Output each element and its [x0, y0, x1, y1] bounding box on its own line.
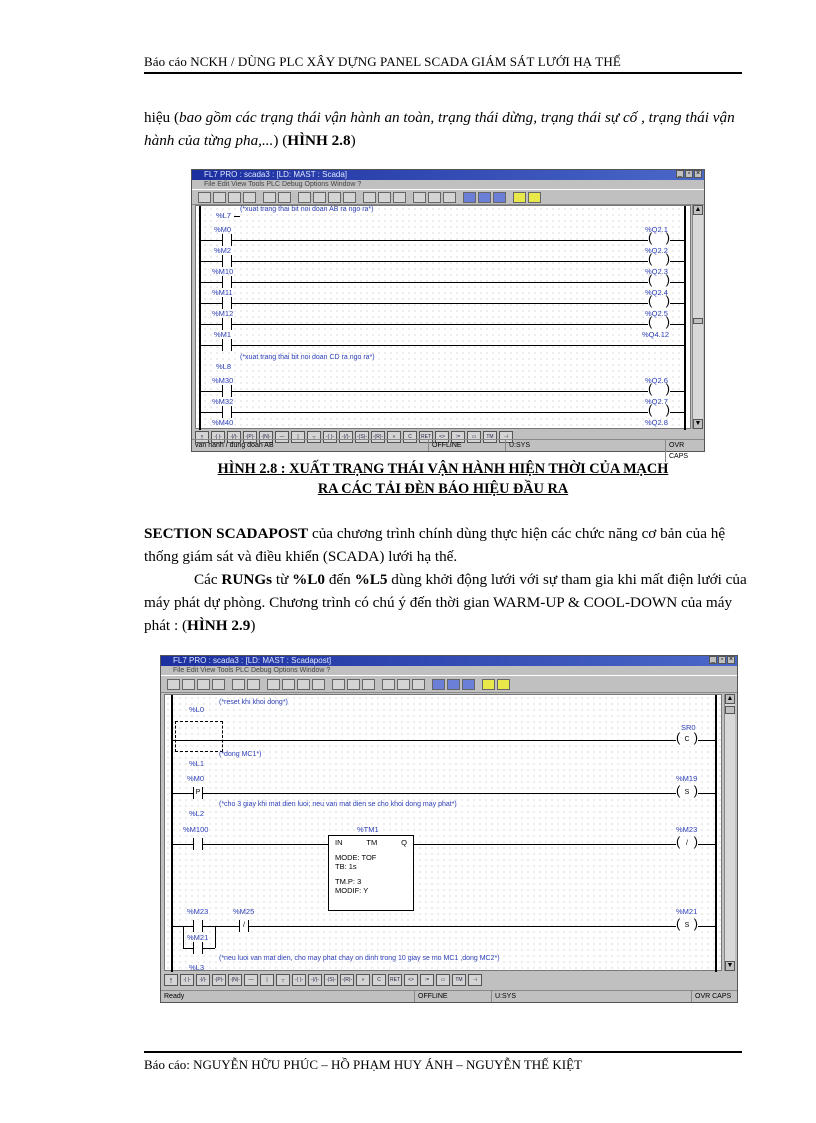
- fig1-label-m0: %M0: [214, 225, 232, 234]
- fig1-label-l7: %L7: [216, 211, 232, 220]
- undo-icon[interactable]: [232, 679, 245, 690]
- fig2-label-m0: %M0: [187, 774, 205, 783]
- fig1-contact-m12[interactable]: [222, 318, 232, 330]
- para1-italic: bao gồm các trạng thái vận hành an toàn, trạng thái dừng, trạng thái sự cố , trạng thái vận hành của từng pha,...: [144, 109, 735, 149]
- fig1-ladder-canvas[interactable]: [195, 205, 691, 429]
- palette-coil-neg-icon[interactable]: -(/)-: [308, 974, 322, 986]
- context-help-icon[interactable]: [497, 679, 510, 690]
- fb-tmp: TM.P: 3: [335, 877, 362, 886]
- palette-operate-icon[interactable]: :=: [420, 974, 434, 986]
- maximize-icon[interactable]: ▫: [685, 170, 693, 178]
- fig2-rung-sr0-wire: [171, 740, 715, 741]
- save-icon[interactable]: [197, 679, 210, 690]
- binoculars-icon[interactable]: [297, 679, 310, 690]
- para3-t5: ): [250, 617, 256, 634]
- para3-t1: Các: [194, 571, 222, 588]
- fig1-label-m30: %M30: [212, 376, 234, 385]
- palette-contact-n-icon[interactable]: -|N|-: [228, 974, 242, 986]
- new-file-icon[interactable]: [167, 679, 180, 690]
- scroll-up-icon[interactable]: ▲: [694, 206, 702, 213]
- fig2-label-m100: %M100: [183, 825, 209, 834]
- fig2-label-l2: %L2: [189, 809, 205, 818]
- fig2-label-m23b: %M23: [187, 907, 209, 916]
- fb-in: IN: [335, 838, 343, 847]
- replace-icon[interactable]: [312, 679, 325, 690]
- help-icon[interactable]: [513, 192, 526, 203]
- fig1-label-m40: %M40: [212, 418, 234, 427]
- select-arrow-icon[interactable]: ↑: [164, 974, 178, 986]
- para3-b2: %L0: [292, 571, 326, 588]
- palette-contact-nc-icon[interactable]: -|/|-: [227, 431, 241, 443]
- palette-operate-icon[interactable]: :=: [451, 431, 465, 443]
- fig2-branch-left: [183, 926, 184, 948]
- paragraph-intro: [144, 106, 750, 152]
- scroll-up-icon[interactable]: ▲: [726, 695, 734, 702]
- fig1-rung-4-wire: [199, 303, 684, 304]
- undo-icon[interactable]: [263, 192, 276, 203]
- palette-branch-icon[interactable]: ┬: [307, 431, 321, 443]
- palette-contact-nc-icon[interactable]: -|/|-: [196, 974, 210, 986]
- minimize-icon[interactable]: _: [676, 170, 684, 178]
- palette-end-icon[interactable]: ⊣: [499, 431, 513, 443]
- palette-wire-v-icon[interactable]: |: [260, 974, 274, 986]
- fig2-label-l0: %L0: [189, 705, 205, 714]
- fig1-toolbar: [192, 189, 704, 205]
- fig2-toolbar: [161, 675, 737, 693]
- scroll-down-icon[interactable]: ▼: [726, 962, 734, 969]
- zoom-out-icon[interactable]: [397, 679, 410, 690]
- fig2-status-sys: U:SYS: [491, 991, 516, 1002]
- fig1-contact-m30[interactable]: [222, 385, 232, 397]
- fig2-rung-m19-wire: [171, 793, 715, 794]
- fig2-ladder-canvas[interactable]: [164, 694, 722, 971]
- palette-coil-set-icon[interactable]: -(S)-: [324, 974, 338, 986]
- figure1-caption-line1: HÌNH 2.8 : XUẤT TRẠNG THÁI VẬN HÀNH HIỆN THỜI CỦA MẠCH: [217, 461, 669, 477]
- fig1-coil-q1[interactable]: [648, 234, 670, 246]
- fig1-label-q9: %Q2.8: [645, 418, 668, 427]
- paragraph-scadapost: [144, 522, 750, 568]
- fig1-menubar: [192, 180, 704, 189]
- fig1-label-q1: %Q2.1: [645, 225, 668, 234]
- fb-modif: MODIF: Y: [335, 886, 369, 895]
- fig2-coil-s1[interactable]: ( S ): [676, 787, 698, 799]
- context-help-icon[interactable]: [528, 192, 541, 203]
- fig1-contact-m0[interactable]: [222, 234, 232, 246]
- close-icon[interactable]: ×: [695, 170, 701, 177]
- print-icon[interactable]: [212, 679, 225, 690]
- palette-coil-neg-icon[interactable]: -(/)-: [339, 431, 353, 443]
- para3-b1: RUNGs: [221, 571, 273, 588]
- header-rule: [144, 72, 742, 74]
- fig1-label-m10: %M10: [212, 267, 234, 276]
- para1-tail: ): [350, 132, 356, 149]
- fig2-label-m25: %M25: [233, 907, 255, 916]
- fig2-rung-m23-wire: [171, 844, 715, 845]
- select-arrow-icon[interactable]: ↑: [195, 431, 209, 443]
- fig1-coil-q2[interactable]: [648, 255, 670, 267]
- open-file-icon[interactable]: [182, 679, 195, 690]
- find-icon[interactable]: [282, 679, 295, 690]
- fig2-element-palette: [164, 974, 482, 986]
- scroll-thumb[interactable]: [725, 706, 735, 714]
- fig2-coil-c[interactable]: ( C ): [676, 734, 698, 746]
- zoom-out-icon[interactable]: [428, 192, 441, 203]
- minimize-icon[interactable]: _: [709, 656, 717, 664]
- fig1-label-m11: %M11: [212, 288, 233, 297]
- fig1-label-q2: %Q2.2: [645, 246, 668, 255]
- fb-q: Q: [401, 838, 407, 847]
- fig2-title: FL7 PRO : scada3 : [LD: MAST : Scadapost]: [173, 656, 332, 665]
- maximize-icon[interactable]: ▫: [718, 656, 726, 664]
- fig1-label-q5: %Q2.5: [645, 309, 668, 318]
- fig1-coil-q3[interactable]: [648, 276, 670, 288]
- fig1-status-keys: OVR CAPS: [665, 440, 704, 462]
- fig2-status-keys: OVR CAPS: [691, 991, 731, 1002]
- fig1-rung-8-wire: [199, 412, 684, 413]
- fig1-contact-m1[interactable]: [222, 339, 232, 351]
- palette-block-icon[interactable]: ▭: [436, 974, 450, 986]
- palette-jump-icon[interactable]: »: [356, 974, 370, 986]
- fig1-status-sys: U:SYS: [505, 440, 530, 451]
- window-icon[interactable]: [393, 192, 406, 203]
- fig1-comment-2: (*xuat trang thai bit noi doan CD ra ngo ra*): [240, 354, 375, 361]
- fig1-contact-m11[interactable]: [222, 297, 232, 309]
- fig2-label-l3: %L3: [189, 963, 205, 972]
- palette-coil-reset-icon[interactable]: -(R)-: [371, 431, 385, 443]
- open-file-icon[interactable]: [213, 192, 226, 203]
- fig2-timer-block[interactable]: [328, 835, 414, 911]
- fb-tb: TB: 1s: [335, 862, 357, 871]
- fig2-contact-m25-nc[interactable]: /: [239, 920, 249, 932]
- fig1-coil-q8[interactable]: [648, 406, 670, 418]
- fig1-comment-lead: [234, 216, 240, 217]
- palette-return-icon[interactable]: RET: [388, 974, 402, 986]
- fig2-left-power-rail: [171, 695, 173, 972]
- fig1-menu[interactable]: File Edit View Tools PLC Debug Options Window ?: [204, 181, 362, 188]
- fig2-label-m19: %M19: [676, 774, 698, 783]
- fig1-rung-2-wire: [199, 261, 684, 262]
- fig2-menubar: [161, 666, 737, 675]
- palette-end-icon[interactable]: ⊣: [468, 974, 482, 986]
- palette-contact-p-icon[interactable]: -|P|-: [243, 431, 257, 443]
- para3-t2: từ: [272, 571, 293, 588]
- zoom-fit-icon[interactable]: [443, 192, 456, 203]
- print-icon[interactable]: [243, 192, 256, 203]
- zoom-icon[interactable]: [413, 192, 426, 203]
- view-icon[interactable]: [347, 679, 360, 690]
- fig1-status-text: van hanh / dung doan AB: [195, 442, 274, 449]
- zoom-fit-icon[interactable]: [412, 679, 425, 690]
- fig2-selection-box[interactable]: [175, 721, 223, 752]
- fig1-label-q4: %Q2.4: [645, 288, 668, 297]
- replace-icon[interactable]: [343, 192, 356, 203]
- fig2-comment-3: (*cho 3 giay khi mat dien luoi; neu van mat dien se cho khoi dong may phat*): [219, 801, 457, 808]
- paragraph-rungs: [144, 568, 750, 637]
- fig1-contact-m10[interactable]: [222, 276, 232, 288]
- fig2-right-power-rail: [715, 695, 717, 972]
- cut-icon[interactable]: [267, 679, 280, 690]
- para1-ref: HÌNH 2.8: [287, 132, 351, 149]
- figure1-caption-line2: RA CÁC TẢI ĐÈN BÁO HIỆU ĐẦU RA: [317, 481, 569, 497]
- figure2-software-window: [160, 655, 738, 1003]
- fig2-label-sr0: SR0: [681, 723, 696, 732]
- palette-return-icon[interactable]: RET: [419, 431, 433, 443]
- page-footer: Báo cáo: NGUYỄN HỮU PHÚC – HỒ PHẠM HUY ÁNH – NGUYỄN THẾ KIỆT: [144, 1057, 582, 1072]
- fig1-coil-q7[interactable]: [648, 385, 670, 397]
- window-icon[interactable]: [362, 679, 375, 690]
- fig1-label-q6: %Q4.12: [642, 330, 670, 339]
- check-icon[interactable]: [278, 192, 291, 203]
- fig2-rung-m21-wire: [171, 926, 715, 927]
- fig2-label-m21: %M21: [676, 907, 698, 916]
- para3-b4: HÌNH 2.9: [187, 617, 251, 634]
- check-icon[interactable]: [247, 679, 260, 690]
- tile-icon[interactable]: [463, 192, 476, 203]
- scroll-down-icon[interactable]: ▼: [694, 420, 702, 427]
- fig1-label-q3: %Q2.3: [645, 267, 668, 276]
- footer-rule: [144, 1051, 742, 1053]
- palette-coil-reset-icon[interactable]: -(R)-: [340, 974, 354, 986]
- figure1-software-window: [191, 169, 705, 460]
- fig2-comment-2: (*dong MC1*): [219, 751, 262, 758]
- palette-contact-p-icon[interactable]: -|P|-: [212, 974, 226, 986]
- palette-wire-h-icon[interactable]: —: [244, 974, 258, 986]
- palette-branch-icon[interactable]: ┬: [276, 974, 290, 986]
- fig2-label-m23: %M23: [676, 825, 698, 834]
- fig2-menu[interactable]: File Edit View Tools PLC Debug Options Window ?: [173, 667, 331, 674]
- palette-call-icon[interactable]: C: [403, 431, 417, 443]
- tile-icon[interactable]: [432, 679, 445, 690]
- palette-contact-no-icon[interactable]: -| |-: [211, 431, 225, 443]
- fig1-rung-1-wire: [199, 240, 684, 241]
- fig2-status-offline: OFFLINE: [414, 991, 448, 1002]
- fig1-contact-m2[interactable]: [222, 255, 232, 267]
- fig1-coil-q4[interactable]: [648, 297, 670, 309]
- view-icon[interactable]: [378, 192, 391, 203]
- fig1-rung-3-wire: [199, 282, 684, 283]
- para2-bold: SECTION SCADAPOST: [144, 525, 309, 542]
- split-icon[interactable]: [462, 679, 475, 690]
- fig2-status-bar: [161, 990, 737, 1002]
- fig1-title: FL7 PRO : scada3 : [LD: MAST : Scada]: [204, 170, 348, 179]
- palette-call-icon[interactable]: C: [372, 974, 386, 986]
- para1-mid: ) (: [273, 132, 288, 149]
- fig1-rung-7-wire: [199, 391, 684, 392]
- palette-block-icon[interactable]: ▭: [467, 431, 481, 443]
- fig1-status-bar: [192, 439, 704, 460]
- fig2-contact-m21[interactable]: [193, 942, 203, 954]
- fig2-coil-s2[interactable]: ( S ): [676, 920, 698, 932]
- cascade-icon[interactable]: [478, 192, 491, 203]
- fig2-contact-p[interactable]: P: [193, 787, 203, 799]
- palette-coil-set-icon[interactable]: -(S)-: [355, 431, 369, 443]
- fig1-label-m32: %M32: [212, 397, 234, 406]
- fig1-contact-m32[interactable]: [222, 406, 232, 418]
- page-header: Báo cáo NCKH / DÙNG PLC XÂY DỰNG PANEL SCADA GIÁM SÁT LƯỚI HẠ THẾ: [144, 54, 621, 69]
- fig1-label-m2: %M2: [214, 246, 232, 255]
- fig1-rung-6-wire: [199, 345, 684, 346]
- new-file-icon[interactable]: [198, 192, 211, 203]
- fig1-rung-5-wire: [199, 324, 684, 325]
- palette-wire-v-icon[interactable]: |: [291, 431, 305, 443]
- close-icon[interactable]: ×: [728, 656, 734, 663]
- para3-t4: dùng khởi động lưới với sự tham gia khi mất điện lưới của máy phát dự phòng. Chương trình có chú ý đến thời gian WARM-UP & COOL-DOWN của máy phát : (: [144, 571, 747, 634]
- find-icon[interactable]: [313, 192, 326, 203]
- split-icon[interactable]: [493, 192, 506, 203]
- fig2-label-l1: %L1: [189, 759, 205, 768]
- fb-mode: MODE: TOF: [335, 853, 377, 862]
- fig2-label-m21b: %M21: [187, 933, 209, 942]
- fig2-coil-negated[interactable]: ( / ): [676, 838, 698, 850]
- fig1-titlebar: [192, 170, 704, 180]
- fig1-coil-q5[interactable]: [648, 318, 670, 330]
- palette-wire-h-icon[interactable]: —: [275, 431, 289, 443]
- fig2-contact-m23[interactable]: [193, 920, 203, 932]
- fig1-right-power-rail: [684, 206, 686, 430]
- fig1-comment-1: (*xuat trang thai bit noi doan AB ra ngo ra*): [240, 206, 374, 213]
- cascade-icon[interactable]: [447, 679, 460, 690]
- fig1-status-offline: OFFLINE: [428, 440, 462, 451]
- fig1-label-q7: %Q2.6: [645, 376, 668, 385]
- palette-jump-icon[interactable]: »: [387, 431, 401, 443]
- fig2-titlebar: [161, 656, 737, 666]
- table-icon[interactable]: [332, 679, 345, 690]
- fig1-label-m12: %M12: [212, 309, 234, 318]
- cut-icon[interactable]: [298, 192, 311, 203]
- table-icon[interactable]: [363, 192, 376, 203]
- palette-timer-icon[interactable]: TM: [483, 431, 497, 443]
- fig2-status-text: Ready: [164, 993, 185, 1000]
- zoom-icon[interactable]: [382, 679, 395, 690]
- palette-contact-no-icon[interactable]: -| |-: [180, 974, 194, 986]
- fb-tm: TM: [366, 838, 378, 847]
- para3-t3: đến: [325, 571, 355, 588]
- fig1-label-m1: %M1: [214, 330, 232, 339]
- scroll-thumb[interactable]: [693, 318, 703, 324]
- fig2-contact-m100[interactable]: [193, 838, 203, 850]
- para3-b3: %L5: [354, 571, 388, 588]
- palette-coil-icon[interactable]: -( )-: [323, 431, 337, 443]
- palette-compare-icon[interactable]: <>: [404, 974, 418, 986]
- fig2-label-tm1: %TM1: [357, 825, 379, 834]
- palette-timer-icon[interactable]: TM: [452, 974, 466, 986]
- palette-coil-icon[interactable]: -( )-: [292, 974, 306, 986]
- save-icon[interactable]: [228, 192, 241, 203]
- binoculars-icon[interactable]: [328, 192, 341, 203]
- help-icon[interactable]: [482, 679, 495, 690]
- para2-text: của chương trình chính dùng thực hiện các chức năng cơ bản của hệ thống giám sát và điều khiển (SCADA) lưới hạ thế.: [144, 525, 726, 565]
- palette-contact-n-icon[interactable]: -|N|-: [259, 431, 273, 443]
- fig2-branch-right: [215, 926, 216, 948]
- fig2-vertical-scrollbar[interactable]: [724, 694, 735, 971]
- para1-lead: hiệu (: [144, 109, 180, 126]
- fig2-comment-4: (*neu luoi van mat dien, cho may phat chay on dinh trong 10 giay se mo MC1 ,dong MC2*): [219, 955, 500, 962]
- palette-compare-icon[interactable]: <>: [435, 431, 449, 443]
- fig1-label-l8: %L8: [216, 362, 232, 371]
- fig1-label-q8: %Q2.7: [645, 397, 668, 406]
- fig1-vertical-scrollbar[interactable]: [692, 205, 703, 429]
- fig2-comment-1: (*reset khi khoi dong*): [219, 699, 288, 706]
